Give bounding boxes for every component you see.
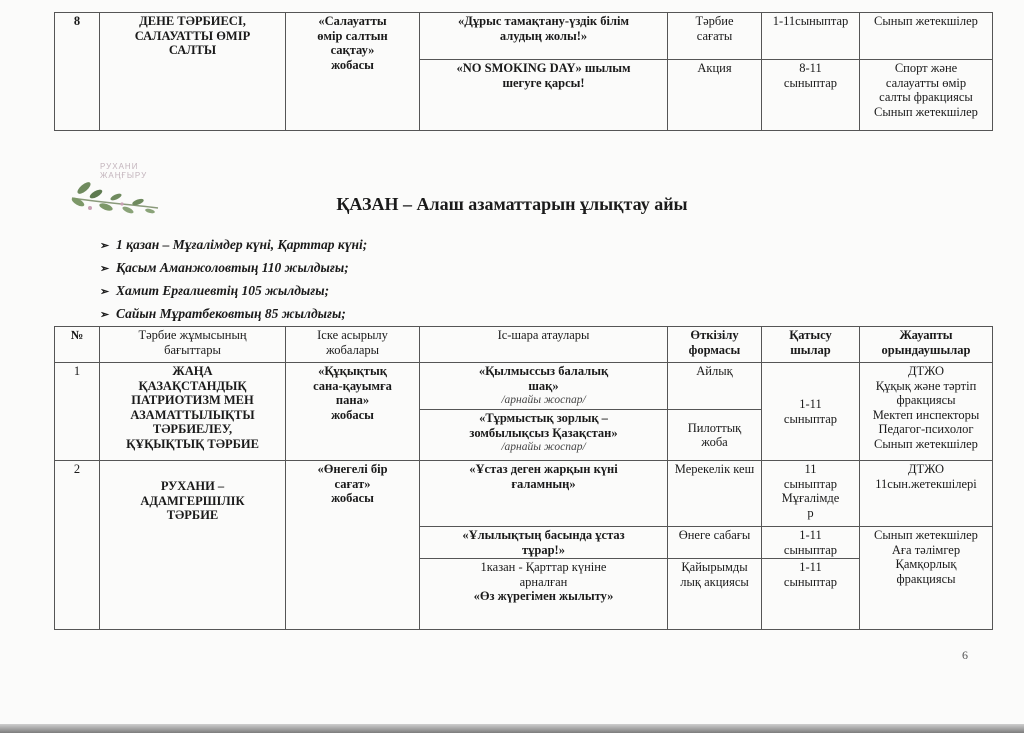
participants-cell: 1-11 сыныптар [762,527,860,559]
responsible-cell: Сынып жетекшілер Аға тәлімгер Қамқорлық фракциясы [860,527,993,630]
header-num: № [55,327,100,363]
scan-bottom-edge [0,724,1024,733]
participants-cell: 11 сыныптар Мұғалімде р [762,461,860,527]
form-cell: Пилоттық жоба [668,410,762,461]
direction-cell: РУХАНИ – АДАМГЕРШІЛІК ТӘРБИЕ [100,461,286,630]
participants-cell: 8-11 сыныптар [762,60,860,131]
list-item: ➢ 1 қазан – Мұғалімдер күні, Қарттар күні; [100,234,367,257]
row-number: 2 [55,461,100,630]
form-cell: Тәрбие сағаты [668,13,762,60]
header-projects: Іске асырылу жобалары [286,327,420,363]
responsible-cell: ДТЖО Құқық және тәртіп фракциясы Мектеп инспекторы Педагог-психолог Сынып жетекшілер [860,363,993,461]
row-number: 8 [55,13,100,131]
list-item: ➢ Хамит Ерғалиевтің 105 жылдығы; [100,280,367,303]
direction-cell: ДЕНЕ ТӘРБИЕСІ, САЛАУАТТЫ ӨМІР САЛТЫ [100,13,286,131]
october-activities-table [54,326,993,630]
form-cell: Қайырымды лық акциясы [668,559,762,630]
responsible-cell: ДТЖО 11сын.жетекшілері [860,461,993,527]
table-row [55,461,993,527]
event-title-cell: «Ұлылықтың басында ұстаз тұрар!» [420,527,668,559]
form-cell: Өнеге сабағы [668,527,762,559]
header-participants: Қатысу шылар [762,327,860,363]
activities-table-continued [54,12,993,131]
row-number: 1 [55,363,100,461]
table-header-row [55,327,993,363]
project-cell: «Салауатты өмір салтын сақтау» жобасы [286,13,420,131]
event-title-cell: «Дұрыс тамақтану-үздік білім алудың жолы!» [420,13,668,60]
month-title: ҚАЗАН – Алаш азаматтарын ұлықтау айы [336,194,688,214]
list-item: ➢ Қасым Аманжоловтың 110 жылдығы; [100,257,367,280]
header-events: Іс-шара атаулары [420,327,668,363]
direction-cell: ЖАҢА ҚАЗАҚСТАНДЫҚ ПАТРИОТИЗМ МЕН АЗАМАТТЫЛЫҚТЫ ТӘРБИЕЛЕУ, ҚҰҚЫҚТЫҚ ТӘРБИЕ [100,363,286,461]
arrow-bullet-icon: ➢ [100,263,110,275]
event-title-cell: «Тұрмыстық зорлық – зомбылықсыз Қазақстан» /арнайы жоспар/ [420,410,668,461]
participants-cell: 1-11сыныптар [762,13,860,60]
form-cell: Мерекелік кеш [668,461,762,527]
arrow-bullet-icon: ➢ [100,286,110,298]
table-row [55,363,993,410]
participants-cell: 1-11 сыныптар [762,363,860,461]
event-title-cell: «NO SMOKING DAY» шылым шегуге қарсы! [420,60,668,131]
list-item: ➢ Сайын Мұратбековтың 85 жылдығы; [100,303,367,326]
rukhani-zhangyru-logo [66,158,166,228]
project-cell: «Құқықтық сана-қауымға пана» жобасы [286,363,420,461]
project-cell: «Өнегелі бір сағат» жобасы [286,461,420,630]
responsible-cell: Сынып жетекшілер [860,13,993,60]
form-cell: Айлық [668,363,762,410]
arrow-bullet-icon: ➢ [100,309,110,321]
arrow-bullet-icon: ➢ [100,240,110,252]
page-number: 6 [962,648,968,662]
header-responsible: Жауапты орындаушылар [860,327,993,363]
header-form: Өткізілу формасы [668,327,762,363]
event-title-cell: «Ұстаз деген жарқын күні ғаламның» [420,461,668,527]
event-title-cell: 1казан - Қарттар күніне арналған «Өз жүрегімен жылыту» [420,559,668,630]
header-direction: Тәрбие жұмысының бағыттары [100,327,286,363]
memorable-dates-list [100,234,367,326]
responsible-cell: Спорт және салауатты өмір салты фракциясы Сынып жетекшілер [860,60,993,131]
logo-text: РУХАНИ ЖАҢҒЫРУ [100,162,148,180]
event-title-cell: «Қылмыссыз балалық шақ» /арнайы жоспар/ [420,363,668,410]
form-cell: Акция [668,60,762,131]
participants-cell: 1-11 сыныптар [762,559,860,630]
